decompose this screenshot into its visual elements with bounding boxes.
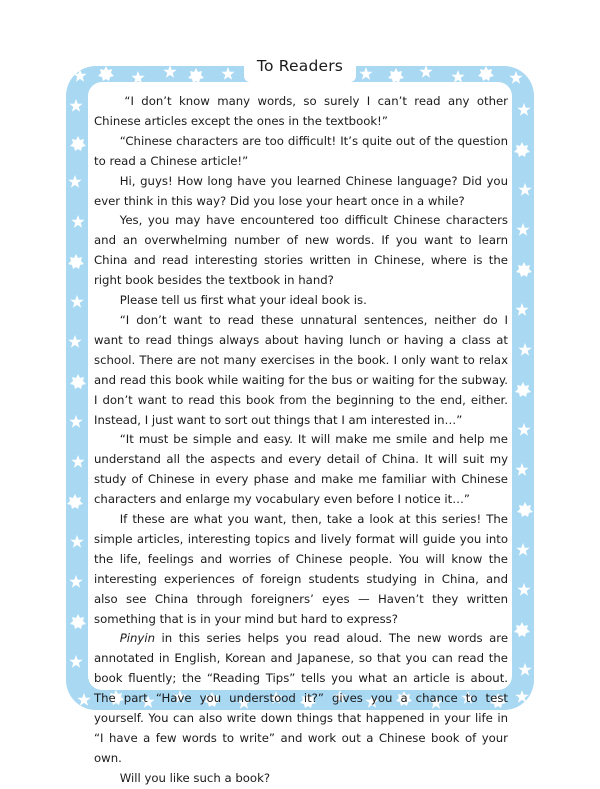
paragraph: Yes, you may have encountered too difficult Chinese characters and an overwhelming number of new words. If you want to learn China and read interesting stories written in Chinese, where is the right book besides the textbook in hand? [94,213,508,288]
paragraph: Will you like such a book? [119,770,271,785]
pinyin-term: Pinyin [119,631,156,646]
page-title: To Readers [256,57,344,75]
paragraph: Hi, guys! How long have you learned Chinese language? Did you ever think in this way? Did you lose your heart once in a while? [94,173,508,208]
paragraph: “It must be simple and easy. It will make me smile and help me understand all the aspects and every detail of China. It will suit my study of Chinese in every phase and make me familiar with Chinese characters and enlarge my vocabulary even before I notice it…” [94,432,508,507]
paragraph: “Chinese characters are too difficult! It’s quite out of the question to read a Chinese article!” [94,133,508,168]
body-text [94,92,508,789]
paragraph: Please tell us first what your ideal book is. [119,293,367,308]
paragraph: “I don’t know many words, so surely I can’t read any other Chinese articles except the ones in the textbook!” [94,94,508,128]
paragraph-pinyin-text: in this series helps you read aloud. The new words are annotated in English, Korean and Japanese, so that you can read the book fluently; the “Reading Tips” tells you what an article is about. The part “Have you understood it?” gives you a chance to test yourself. You can also write down things that happened in your life in “I have a few words to write” and work out a Chinese book of your own. [94,631,509,765]
paragraph: If these are what you want, then, take a look at this series! The simple articles, interesting topics and lively format will guide you into the life, feelings and worries of Chinese people. You will know the interesting experiences of foreign students studying in China, and also see China through foreigners’ eyes — Haven’t they written something that is in your mind but hard to express? [94,512,508,626]
paragraph: “I don’t want to read these unnatural sentences, neither do I want to read things always about having lunch or having a class at school. There are not many exercises in the book. I only want to relax and read this book while waiting for the bus or waiting for the subway. I don’t want to read this book from the beginning to the end, either. Instead, I just want to sort out things that I am interested in…” [94,312,508,427]
paragraph-pinyin [94,629,508,768]
